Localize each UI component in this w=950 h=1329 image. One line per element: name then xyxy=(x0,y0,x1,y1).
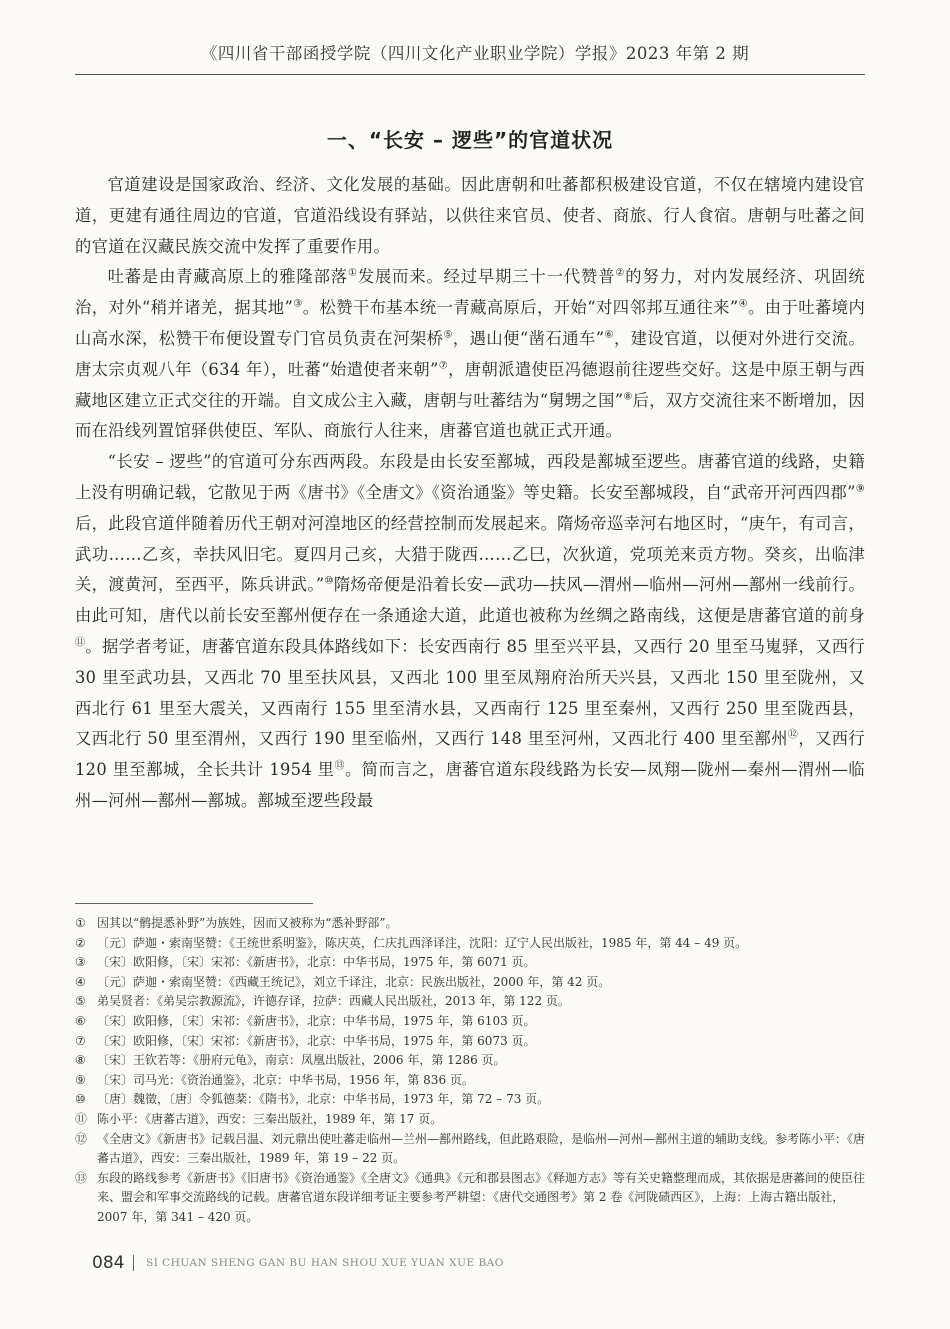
text-run: 的努力，对内发展经济、巩固统治，对外“稍并诸羌，据其地” xyxy=(75,267,866,318)
text-run: 。据学者考证，唐蕃官道东段具体路线如下：长安西南行 85 里至兴平县，又西行 20 里至马嵬驿，又西行 30 里至武功县，又西北 70 里至扶风县，又西北 100 里至凤翔府治所天兴县，又西北 150 里至陇州，又西北行 61 里至大震关，又西南行 155 里至清水县，又西南行 125 里至秦州，又西行 250 里至陇西县，又西北行 50 里至渭州，又西行 190 里至临州，又西行 148 里至河州，又西北行 400 里至鄯州 xyxy=(75,636,865,749)
footnote-number: ⑪ xyxy=(75,1111,88,1126)
paragraph xyxy=(75,170,865,262)
footnote-text: 〔元〕萨迦・索南坚赞：《西藏王统记》，刘立千译注，北京：民族出版社，2000 年，第 42 页。 xyxy=(97,974,611,989)
text-run: 官道建设是国家政治、经济、文化发展的基础。因此唐朝和吐蕃都积极建设官道，不仅在辖境内建设官道，更建有通往周边的官道，官道沿线设有驿站，以供往来官员、使者、商旅、行人食宿。唐朝与吐蕃之间的官道在汉藏民族交流中发挥了重要作用。 xyxy=(75,175,865,256)
text-run: ，又西行 120 里至鄯城，全长共计 1954 里 xyxy=(75,729,865,780)
footnote-marker[interactable]: ⑫ xyxy=(787,729,799,741)
footnote xyxy=(75,1032,865,1052)
footnote-marker[interactable]: ② xyxy=(615,267,626,279)
footnote xyxy=(75,1169,865,1228)
text-run: ，建设官道，以便对外进行交流。唐太宗贞观八年（634 年），吐蕃“始遣使者来朝” xyxy=(75,328,866,379)
header-rule xyxy=(75,74,865,75)
footnote-number: ⑦ xyxy=(75,1033,86,1048)
page-number: 084 xyxy=(92,1253,125,1273)
footnote-marker[interactable]: ⑦ xyxy=(438,360,449,372)
text-run: 吐蕃是由青藏高原上的雅隆部落 xyxy=(107,267,348,287)
footnote-text: 〔宋〕欧阳修，〔宋〕宋祁：《新唐书》，北京：中华书局，1975 年，第 6071 页。 xyxy=(97,955,536,970)
footnote-number: ⑩ xyxy=(75,1092,86,1107)
footnote xyxy=(75,973,865,993)
footnote-number: ③ xyxy=(75,955,86,970)
footnote xyxy=(75,953,865,973)
footnote-marker[interactable]: ⑬ xyxy=(334,760,345,772)
footnote-text: 〔唐〕魏徵，〔唐〕令狐德棻：《隋书》，北京：中华书局，1973 年，第 72 – 73 页。 xyxy=(97,1092,550,1107)
text-run: 隋炀帝便是沿着长安—武功—扶风—渭州—临州—河州—鄯州一线前行。由此可知，唐代以前长安至鄯州便存在一条通途大道，此道也被称为丝绸之路南线，这便是唐蕃官道的前身 xyxy=(75,575,866,626)
footnote-marker[interactable]: ⑧ xyxy=(623,391,633,403)
body-text xyxy=(75,170,865,817)
footnote xyxy=(75,1012,865,1032)
footnote xyxy=(75,1110,865,1130)
footnote-text: 东段的路线参考《新唐书》《旧唐书》《资治通鉴》《全唐文》《通典》《元和郡县图志》《释迦方志》等有关史籍整理而成，其依据是唐蕃间的使臣往来、盟会和军事交流路线的记载。唐蕃官道东段详细考证主要参考严耕望：《唐代交通图考》第 2 卷《河陇碛西区》，上海：上海古籍出版社，2007 年，第 341 – 420 页。 xyxy=(97,1170,866,1224)
footnote-number: ⑥ xyxy=(75,1013,86,1028)
footnote-number: ⑫ xyxy=(75,1131,88,1146)
footer-divider xyxy=(133,1255,134,1271)
footnote-text: 陈小平：《唐蕃古道》，西安：三秦出版社，1989 年，第 17 页。 xyxy=(97,1111,443,1126)
footnote xyxy=(75,934,865,954)
footnote-number: ④ xyxy=(75,974,86,989)
footnote-number: ⑤ xyxy=(75,994,86,1009)
footnote-number: ① xyxy=(75,916,86,930)
running-header: 《四川省干部函授学院（四川文化产业职业学院）学报》2023 年第 2 期 xyxy=(200,44,750,63)
footnote-text: 因其以“鹘提悉补野”为族姓，因而又被称为“悉补野部”。 xyxy=(97,916,398,930)
footnote-text: 〔宋〕司马光：《资治通鉴》，北京：中华书局，1956 年，第 836 页。 xyxy=(97,1072,474,1087)
footnote xyxy=(75,914,865,934)
footnote-text: 《全唐文》《新唐书》记载吕温、刘元鼎出使吐蕃走临州—兰州—鄯州路线，但此路艰险，是临州—河州—鄯州主道的辅助支线。参考陈小平：《唐蕃古道》，西安：三秦出版社，1989 年，第 19 – 22 页。 xyxy=(97,1131,866,1166)
footnote-marker[interactable]: ⑨ xyxy=(855,483,866,495)
text-run: 后，此段官道伴随着历代王朝对河湟地区的经营控制而发展起来。隋炀帝巡幸河右地区时，“庚午，有司言，武功……乙亥，幸扶风旧宅。夏四月己亥，大猎于陇西……乙巳，次狄道，党项羌来贡方物。癸亥，出临津关，渡黄河，至西平，陈兵讲武。” xyxy=(75,513,865,595)
text-run: ，遇山便“凿石通车” xyxy=(452,328,605,348)
footnote xyxy=(75,1051,865,1071)
text-run: 后，双方交流往来不断增加，因而在沿线列置馆驿供使臣、军队、商旅行人往来，唐蕃官道也就正式开通。 xyxy=(75,390,865,441)
footnote-marker[interactable]: ① xyxy=(347,267,358,279)
text-run: 。松赞干布基本统一青藏高原后，开始“对四邻邦互通往来” xyxy=(302,298,739,318)
footnotes xyxy=(75,914,865,1228)
footnote-number: ⑬ xyxy=(75,1170,88,1185)
footnote xyxy=(75,1090,865,1110)
footnote-marker[interactable]: ⑥ xyxy=(604,329,614,341)
footnote xyxy=(75,1071,865,1091)
footnote-number: ② xyxy=(75,935,86,950)
footnote-marker[interactable]: ⑤ xyxy=(443,329,453,341)
footnote-marker[interactable]: ③ xyxy=(293,298,303,310)
text-run: 。简而言之，唐蕃官道东段线路为长安—凤翔—陇州—秦州—渭州—临州—河州—鄯州—鄯城。鄯城至逻些段最 xyxy=(75,760,865,810)
text-run: 。由于吐蕃境内山高水深，松赞干布便设置专门官员负责在河架桥 xyxy=(75,298,866,348)
footnote-marker[interactable]: ⑩ xyxy=(324,575,334,587)
paragraph xyxy=(75,447,865,817)
footnote xyxy=(75,992,865,1012)
footer-journal-pinyin: SI CHUAN SHENG GAN BU HAN SHOU XUE YUAN XUE BAO xyxy=(146,1257,504,1269)
footnote-text: 〔宋〕欧阳修，〔宋〕宋祁：《新唐书》，北京：中华书局，1975 年，第 6103 页。 xyxy=(97,1013,536,1028)
text-run: ，唐朝派遣使臣冯德遐前往逻些交好。这是中原王朝与西藏地区建立正式交往的开端。自文成公主入藏，唐朝与吐蕃结为“舅甥之国” xyxy=(75,359,865,410)
footnote xyxy=(75,1130,865,1169)
footnote-number: ⑨ xyxy=(75,1072,86,1087)
footnote-text: 〔宋〕欧阳修，〔宋〕宋祁：《新唐书》，北京：中华书局，1975 年，第 6073 页。 xyxy=(97,1033,536,1048)
footnote-text: 弟吴贤者：《弟吴宗教源流》，许德存译，拉萨：西藏人民出版社，2013 年，第 122 页。 xyxy=(97,994,570,1009)
footnote-marker[interactable]: ④ xyxy=(738,298,749,310)
section-title: 一、“长安 – 逻些”的官道状况 xyxy=(326,128,614,152)
footnote-number: ⑧ xyxy=(75,1053,86,1068)
footnote-text: 〔宋〕王钦若等：《册府元龟》，南京：凤凰出版社，2006 年，第 1286 页。 xyxy=(97,1053,506,1068)
paragraph xyxy=(75,262,865,447)
footnote-text: 〔元〕萨迦・索南坚赞：《王统世系明鉴》，陈庆英，仁庆扎西泽译注，沈阳：辽宁人民出版社，1985 年，第 44 – 49 页。 xyxy=(97,935,748,950)
text-run: “长安 – 逻些”的官道可分东西两段。东段是由长安至鄯城，西段是鄯城至逻些。唐蕃官道的线路，史籍上没有明确记载，它散见于两《唐书》《全唐文》《资治通鉴》等史籍。长安至鄯城段，自“武帝开河西四郡” xyxy=(75,452,865,502)
text-run: 发展而来。经过早期三十一代赞普 xyxy=(357,267,616,287)
footnote-marker[interactable]: ⑪ xyxy=(75,637,86,649)
footnote-rule xyxy=(75,903,313,904)
